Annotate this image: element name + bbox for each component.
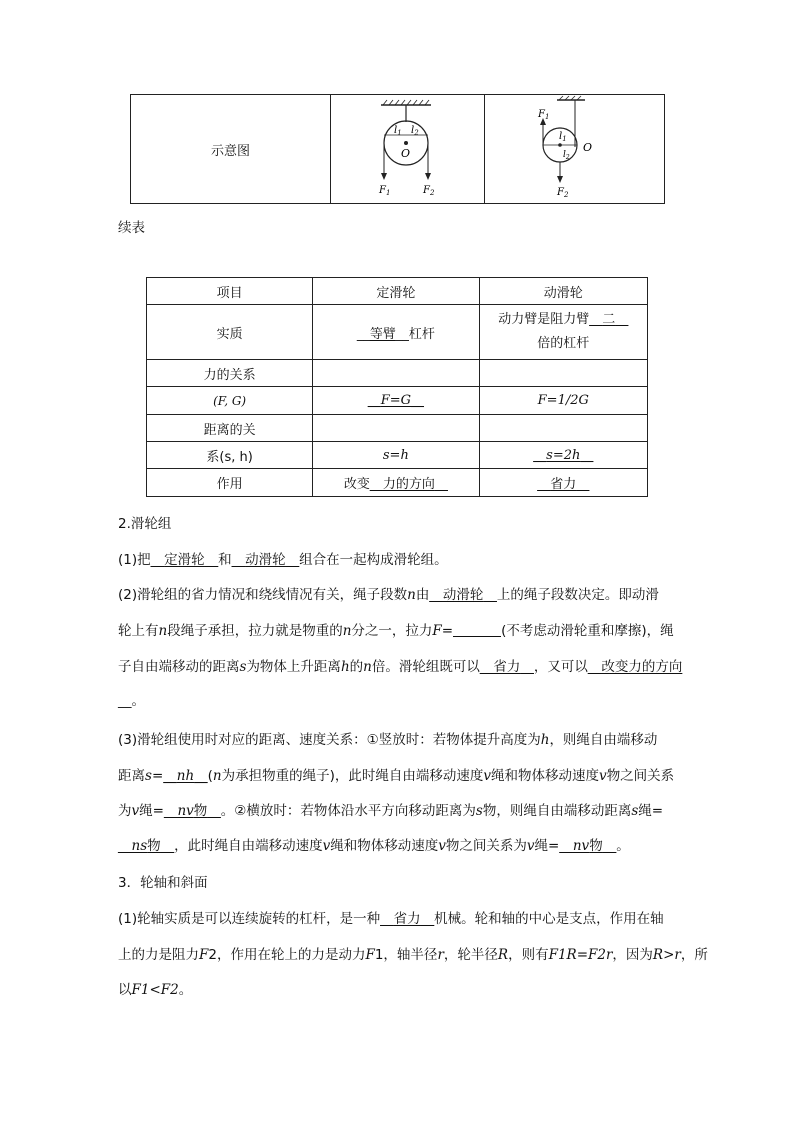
- movable-l1-label: $l_1$: [559, 131, 567, 143]
- section3-p1-line3: 以F1<F2。: [118, 982, 193, 998]
- nature-movable: 动力臂是阻力臂__二__ 倍的杠杆: [479, 305, 647, 360]
- distance-movable: __s=2h__: [479, 442, 647, 469]
- nature-label: 实质: [147, 305, 313, 360]
- header-fixed-pulley: 定滑轮: [313, 278, 479, 305]
- section2-p1: (1)把__定滑轮__和__动滑轮__组合在一起构成滑轮组。: [118, 552, 448, 568]
- section3-p1-line1: (1)轮轴实质是可以连续旋转的杠杆，是一种__省力__机械。轮和轴的中心是支点，作用在轴: [118, 911, 664, 927]
- movable-l2-label: $l_2$: [563, 150, 570, 161]
- table-row: [147, 305, 648, 360]
- fixed-l1-label: $l_1$: [394, 125, 402, 137]
- force-label-line1: 力的关系: [147, 360, 313, 387]
- continued-label: 续表: [118, 220, 145, 236]
- empty-cell: [479, 360, 647, 387]
- fixed-o-label: O: [401, 147, 411, 160]
- answer-blank[interactable]: [453, 622, 501, 637]
- movable-f1-label: $F_1$: [538, 109, 550, 121]
- use-fixed: 改变__力的方向__: [313, 469, 479, 497]
- distance-label-line2: 系(s, h): [147, 442, 313, 469]
- section3-p1-line2: 上的力是阻力F2，作用在轮上的力是动力F1，轴半径r，轮半径R，则有F1R=F2r，因为R>r，所: [118, 947, 708, 963]
- section2-p3-line1: (3)滑轮组使用时对应的距离、速度关系：①竖放时：若物体提升高度为h，则绳自由端移动: [118, 732, 658, 748]
- section2-p3-line3: 为v绳=__nv物__。②横放时：若物体沿水平方向移动距离为s物，则绳自由端移动距离s绳=: [118, 803, 664, 819]
- empty-cell: [313, 415, 479, 442]
- fixed-l2-label: $l_2$: [411, 125, 419, 137]
- section3-title: 3．轮轴和斜面: [118, 875, 208, 891]
- table-row: [147, 387, 648, 415]
- row-label-diagram: 示意图: [131, 95, 331, 204]
- table-row: [147, 469, 648, 497]
- header-movable-pulley: 动滑轮: [479, 278, 647, 305]
- section2-p2-line3: 子自由端移动的距离s为物体上升距离h的n倍。滑轮组既可以__省力__，又可以__改变力的方向: [118, 659, 683, 675]
- empty-cell: [313, 360, 479, 387]
- header-item: 项目: [147, 278, 313, 305]
- nature-fixed: __等臂__杠杆: [313, 305, 479, 360]
- section2-title: 2.滑轮组: [118, 516, 172, 532]
- movable-pulley-diagram-cell: [485, 95, 665, 204]
- use-movable: __省力__: [479, 469, 647, 497]
- movable-o-label: O: [583, 141, 593, 154]
- force-fixed: __F=G__: [313, 387, 479, 415]
- empty-cell: [479, 415, 647, 442]
- table-row: [147, 360, 648, 387]
- pulley-comparison-table: [146, 277, 648, 497]
- use-label: 作用: [147, 469, 313, 497]
- top-table: [130, 94, 665, 204]
- distance-label-line1: 距离的关: [147, 415, 313, 442]
- fixed-pulley-diagram: [331, 95, 484, 203]
- table-row: [147, 415, 648, 442]
- section2-p3-line4: __ns物__，此时绳自由端移动速度v绳和物体移动速度v物之间关系为v绳=__nv物__。: [118, 838, 630, 854]
- fixed-f2-label: $F_2$: [423, 185, 435, 197]
- force-movable: F=1/2G: [479, 387, 647, 415]
- section2-p2-line2: 轮上有n段绳子承担，拉力就是物重的n分之一，拉力F= (不考虑动滑轮重和摩擦)，绳: [118, 623, 674, 639]
- table-row: [147, 442, 648, 469]
- table-row: [147, 278, 648, 305]
- force-label-line2: (F, G): [147, 387, 313, 415]
- section2-p2-line4: __。: [118, 693, 145, 709]
- distance-fixed: s=h: [313, 442, 479, 469]
- fixed-f1-label: $F_1$: [379, 185, 391, 197]
- section2-p3-line2: 距离s=__nh__(n为承担物重的绳子)，此时绳自由端移动速度v绳和物体移动速度v物之间关系: [118, 768, 675, 784]
- movable-f2-label: $F_2$: [557, 187, 569, 199]
- section2-p2-line1: (2)滑轮组的省力情况和绕线情况有关，绳子段数n由__动滑轮__上的绳子段数决定。即动滑: [118, 587, 659, 603]
- movable-pulley-diagram: [485, 95, 664, 203]
- fixed-pulley-diagram-cell: [331, 95, 485, 204]
